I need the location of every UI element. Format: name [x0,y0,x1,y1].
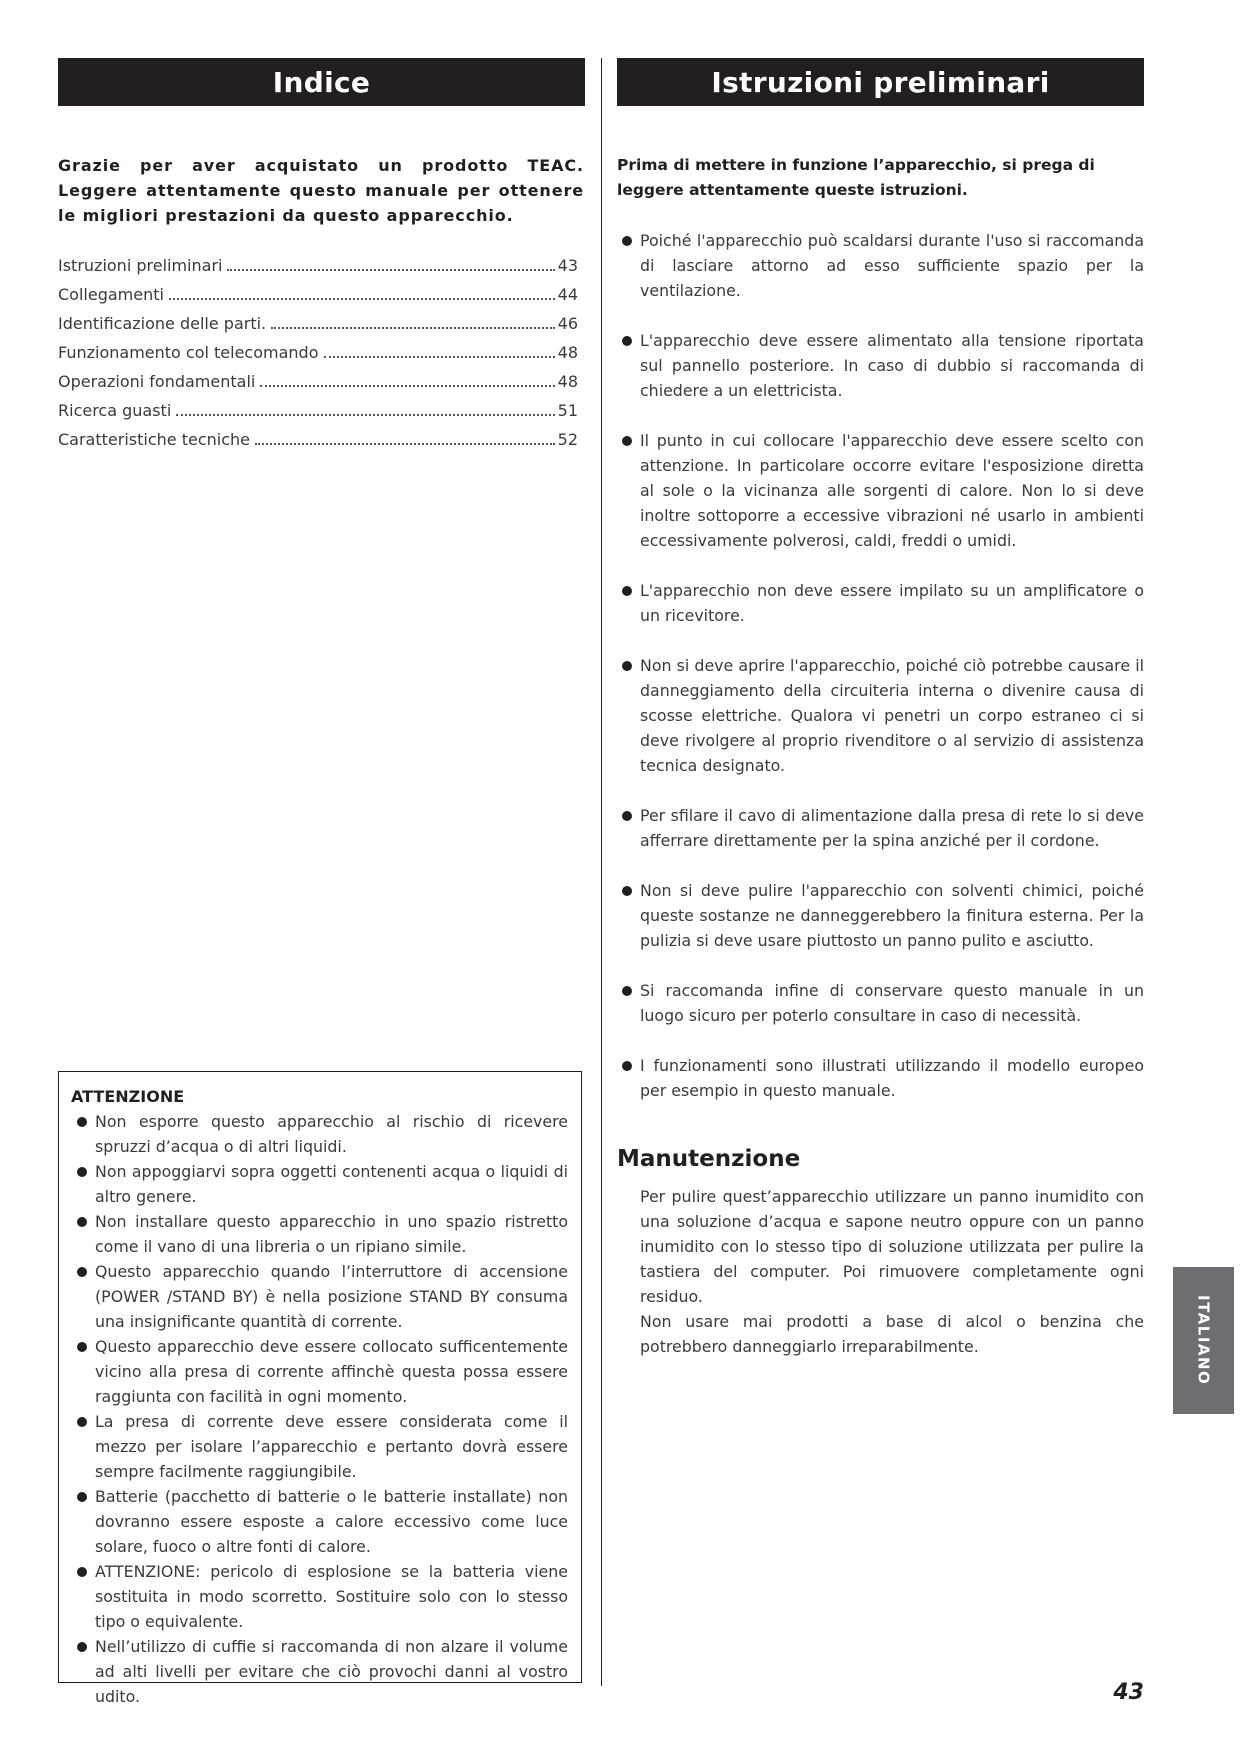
toc-leader-dots [169,297,555,300]
bullet-icon [77,1567,87,1577]
warning-item-text: Non appoggiarvi sopra oggetti contenenti acqua o liquidi di altro genere. [95,1162,568,1206]
toc-leader-dots [271,326,555,329]
warning-item-text: ATTENZIONE: pericolo di esplosione se la batteria viene sostituita in modo scorretto. Sostituire solo con lo stesso tipo o equivalente. [95,1562,568,1631]
warning-title: ATTENZIONE [71,1087,185,1106]
warning-item-text: Non installare questo apparecchio in uno spazio ristretto come il vano di una libreria o un ripiano simile. [95,1212,568,1256]
bullet-icon [622,661,632,671]
toc-entry-page: 48 [557,343,578,362]
precaution-item [617,978,1144,1028]
toc-entry[interactable] [58,372,578,401]
toc-entry-title: Operazioni fondamentali [58,372,256,391]
toc-entry-title: Collegamenti [58,285,164,304]
preliminary-intro: Prima di mettere in funzione l’apparecchio, si prega di leggere attentamente queste istruzioni. [617,156,1095,199]
toc-leader-dots [176,413,554,416]
toc-leader-dots [255,442,555,445]
warning-item [71,1559,568,1634]
precaution-item [617,578,1144,628]
toc-entry-title: Ricerca guasti [58,401,172,420]
warning-item [71,1209,568,1259]
toc-leader-dots [227,268,554,271]
warning-item [71,1159,568,1209]
toc-entry-title: Caratteristiche tecniche [58,430,250,449]
warning-item [71,1409,568,1484]
thank-you-intro: Grazie per aver acquistato un prodotto TEAC. Leggere attentamente questo manuale per ottenere le migliori prestazioni da questo apparecchio. [58,156,584,225]
warning-item-text: Questo apparecchio quando l’interruttore di accensione (POWER /STAND BY) è nella posizione STAND BY consuma una insignificante quantità di corrente. [95,1262,568,1331]
bullet-icon [622,436,632,446]
warning-item [71,1109,568,1159]
column-divider [601,58,602,1686]
bullet-icon [622,1061,632,1071]
bullet-icon [77,1417,87,1427]
toc-entry-page: 48 [557,372,578,391]
toc-entry[interactable] [58,256,578,285]
warning-item [71,1334,568,1409]
table-of-contents [58,256,578,459]
precaution-item [617,878,1144,953]
bullet-icon [77,1267,87,1277]
precaution-item [617,803,1144,853]
maintenance-body [640,1184,1144,1359]
preliminary-instructions-header: Istruzioni preliminari [617,58,1144,106]
toc-entry[interactable] [58,401,578,430]
toc-entry[interactable] [58,430,578,459]
precaution-text: I funzionamenti sono illustrati utilizzando il modello europeo per esempio in questo manuale. [640,1056,1144,1100]
warning-item-text: Non esporre questo apparecchio al rischio di ricevere spruzzi d’acqua o di altri liquidi. [95,1112,568,1156]
bullet-icon [77,1167,87,1177]
warning-box [58,1071,582,1706]
precautions-list [617,228,1144,1128]
bullet-icon [77,1342,87,1352]
warning-item-text: Questo apparecchio deve essere collocato sufficentemente vicino alla presa di corrente affinchè questa possa essere raggiunta con facilità in ogni momento. [95,1337,568,1406]
warning-item-text: Nell’utilizzo di cuffie si raccomanda di non alzare il volume ad alti livelli per evitare che ciò provochi danni al vostro udito. [95,1637,568,1706]
maintenance-heading: Manutenzione [617,1146,801,1172]
index-header: Indice [58,58,585,106]
bullet-icon [622,811,632,821]
toc-entry-page: 46 [557,314,578,333]
maintenance-paragraph: Non usare mai prodotti a base di alcol o benzina che potrebbero danneggiarlo irreparabilmente. [640,1312,1144,1356]
toc-entry-page: 52 [557,430,578,449]
warning-item [71,1259,568,1334]
toc-entry[interactable] [58,314,578,343]
warning-item [71,1484,568,1559]
toc-entry[interactable] [58,285,578,314]
precaution-item [617,428,1144,553]
toc-leader-dots [260,384,554,387]
precaution-item [617,653,1144,778]
bullet-icon [622,336,632,346]
toc-entry[interactable] [58,343,578,372]
precaution-text: L'apparecchio non deve essere impilato su un amplificatore o un ricevitore. [640,581,1144,625]
precaution-item [617,1053,1144,1103]
precaution-text: Per sfilare il cavo di alimentazione dalla presa di rete lo si deve afferrare direttamente per la spina anziché per il cordone. [640,806,1144,850]
bullet-icon [622,886,632,896]
precaution-item [617,328,1144,403]
toc-entry-title: Identificazione delle parti. [58,314,267,333]
toc-leader-dots [324,355,555,358]
maintenance-paragraph: Per pulire quest’apparecchio utilizzare un panno inumidito con una soluzione d’acqua e sapone neutro oppure con un panno inumidito con lo stesso tipo di soluzione utilizzata per pulire la tastiera del computer. Poi rimuovere completamente ogni residuo. [640,1187,1144,1306]
precaution-text: Non si deve pulire l'apparecchio con solventi chimici, poiché queste sostanze ne danneggerebbero la finitura esterna. Per la pulizia si deve usare piuttosto un panno pulito e asciutto. [640,881,1144,950]
warning-item-text: Batterie (pacchetto di batterie o le batterie installate) non dovranno essere esposte a calore eccessivo come luce solare, fuoco o altre fonti di calore. [95,1487,568,1556]
precaution-item [617,228,1144,303]
precaution-text: L'apparecchio deve essere alimentato alla tensione riportata sul pannello posteriore. In caso di dubbio si raccomanda di chiedere a un elettricista. [640,331,1144,400]
precaution-text: Si raccomanda infine di conservare questo manuale in un luogo sicuro per poterlo consultare in caso di necessità. [640,981,1144,1025]
precaution-text: Non si deve aprire l'apparecchio, poiché ciò potrebbe causare il danneggiamento della circuiteria interna o divenire causa di scosse elettriche. Qualora vi penetri un corpo estraneo ci si deve rivolgere al proprio rivenditore o al servizio di assistenza tecnica designato. [640,656,1144,775]
warning-item [71,1634,568,1709]
toc-entry-page: 44 [557,285,578,304]
bullet-icon [77,1117,87,1127]
toc-entry-title: Funzionamento col telecomando [58,343,319,362]
page-number: 43 [1113,1680,1144,1705]
bullet-icon [77,1492,87,1502]
bullet-icon [77,1642,87,1652]
bullet-icon [622,586,632,596]
language-tab[interactable] [1173,1267,1234,1414]
precaution-text: Il punto in cui collocare l'apparecchio deve essere scelto con attenzione. In particolare occorre evitare l'esposizione diretta al sole o la vicinanza alle sorgenti di calore. Non lo si deve inoltre sottoporre a eccessive vibrazioni né usarlo in ambienti eccessivamente polverosi, caldi, freddi o umidi. [640,431,1144,550]
bullet-icon [622,986,632,996]
toc-entry-title: Istruzioni preliminari [58,256,223,275]
warning-item-text: La presa di corrente deve essere considerata come il mezzo per isolare l’apparecchio e pertanto dovrà essere sempre facilmente raggiungibile. [95,1412,568,1481]
precaution-text: Poiché l'apparecchio può scaldarsi durante l'uso si raccomanda di lasciare attorno ad esso sufficiente spazio per la ventilazione. [640,231,1144,300]
language-tab-label: ITALIANO [1194,1295,1213,1386]
bullet-icon [77,1217,87,1227]
toc-entry-page: 43 [557,256,578,275]
bullet-icon [622,236,632,246]
toc-entry-page: 51 [557,401,578,420]
